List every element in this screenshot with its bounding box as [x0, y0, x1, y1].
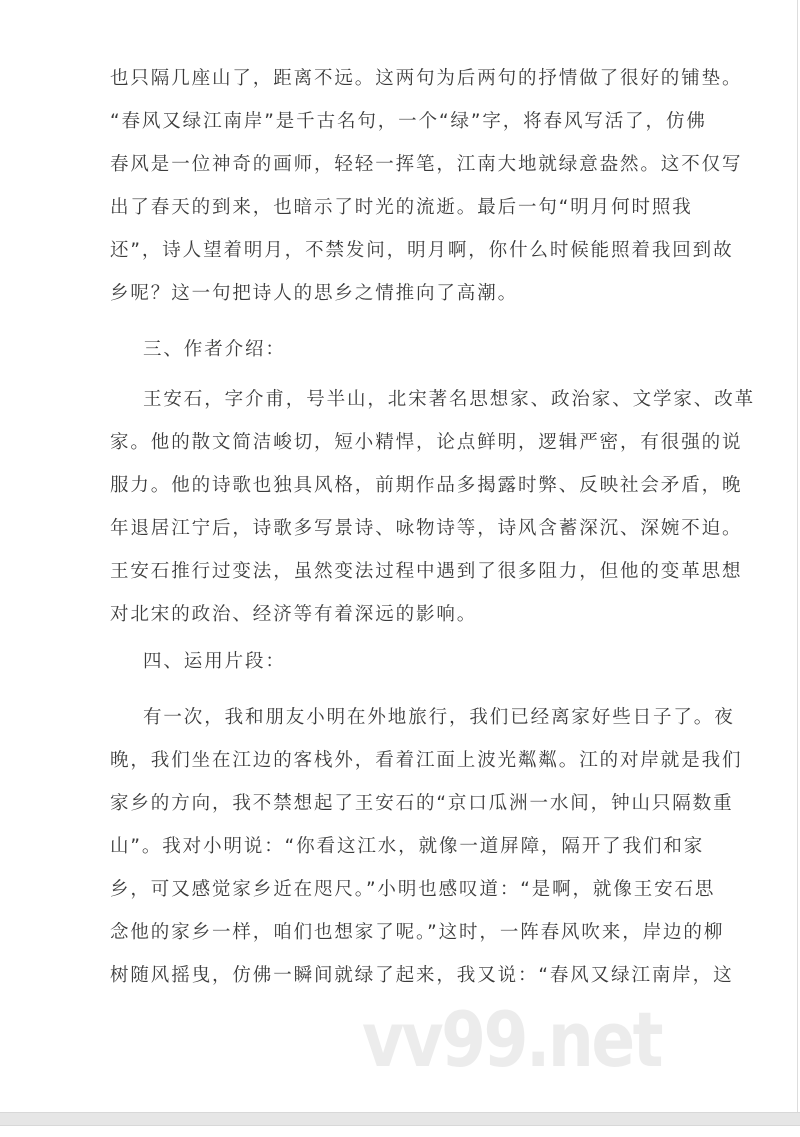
text-line: 树随风摇曳，仿佛一瞬间就绿了起来，我又说：“春风又绿江南岸，这 — [110, 965, 734, 986]
paragraph-poem-analysis — [110, 57, 743, 315]
text-line: 山”。我对小明说：“你看这江水，就像一道屏障，隔开了我们和家 — [110, 836, 705, 857]
text-line: 家。他的散文简洁峻切，短小精悍，论点鲜明，逻辑严密，有很强的说 — [110, 432, 743, 453]
text-line: “春风又绿江南岸”是千古名句，一个“绿”字，将春风写活了，仿佛 — [110, 111, 707, 132]
text-line: 王安石，字介甫，号半山，北宋著名思想家、政治家、文学家、改革 — [143, 389, 756, 410]
text-line: 也只隔几座山了，距离不远。这两句为后两句的抒情做了很好的铺垫。 — [110, 68, 743, 89]
text-line: 晚，我们坐在江边的客栈外，看着江面上波光粼粼。江的对岸就是我们 — [110, 750, 743, 771]
paragraph-usage-example — [110, 696, 743, 997]
section-heading-usage: 四、运用片段： — [143, 651, 286, 672]
document-body — [110, 57, 756, 997]
watermark: vv99.net — [362, 995, 661, 1084]
text-line: 念他的家乡一样，咱们也想家了呢。”这时，一阵春风吹来，岸边的柳 — [110, 922, 725, 943]
text-line: 对北宋的政治、经济等有着深远的影响。 — [110, 604, 478, 625]
text-line: 乡，可又感觉家乡近在咫尺。”小明也感叹道：“是啊，就像王安石思 — [110, 879, 716, 900]
text-line: 有一次，我和朋友小明在外地旅行，我们已经离家好些日子了。夜 — [143, 707, 735, 728]
text-line: 春风是一位神奇的画师，轻轻一挥笔，江南大地就绿意盎然。这不仅写 — [110, 154, 743, 175]
text-line: 还”，诗人望着明月，不禁发问，明月啊，你什么时候能照着我回到故 — [110, 240, 734, 261]
text-line: 出了春天的到来，也暗示了时光的流逝。最后一句“明月何时照我 — [110, 197, 693, 218]
text-line: 王安石推行过变法，虽然变法过程中遇到了很多阻力，但他的变革思想 — [110, 561, 743, 582]
paragraph-author-intro — [110, 378, 756, 636]
section-heading-author: 三、作者介绍： — [143, 339, 286, 360]
text-line: 家乡的方向，我不禁想起了王安石的“京口瓜洲一水间，钟山只隔数重 — [110, 793, 734, 814]
text-line: 年退居江宁后，诗歌多写景诗、咏物诗等，诗风含蓄深沉、深婉不迫。 — [110, 518, 743, 539]
text-line: 乡呢？这一句把诗人的思乡之情推向了高潮。 — [110, 283, 519, 304]
text-line: 服力。他的诗歌也独具风格，前期作品多揭露时弊、反映社会矛盾，晚 — [110, 475, 743, 496]
page-separator-bar — [0, 1112, 800, 1126]
